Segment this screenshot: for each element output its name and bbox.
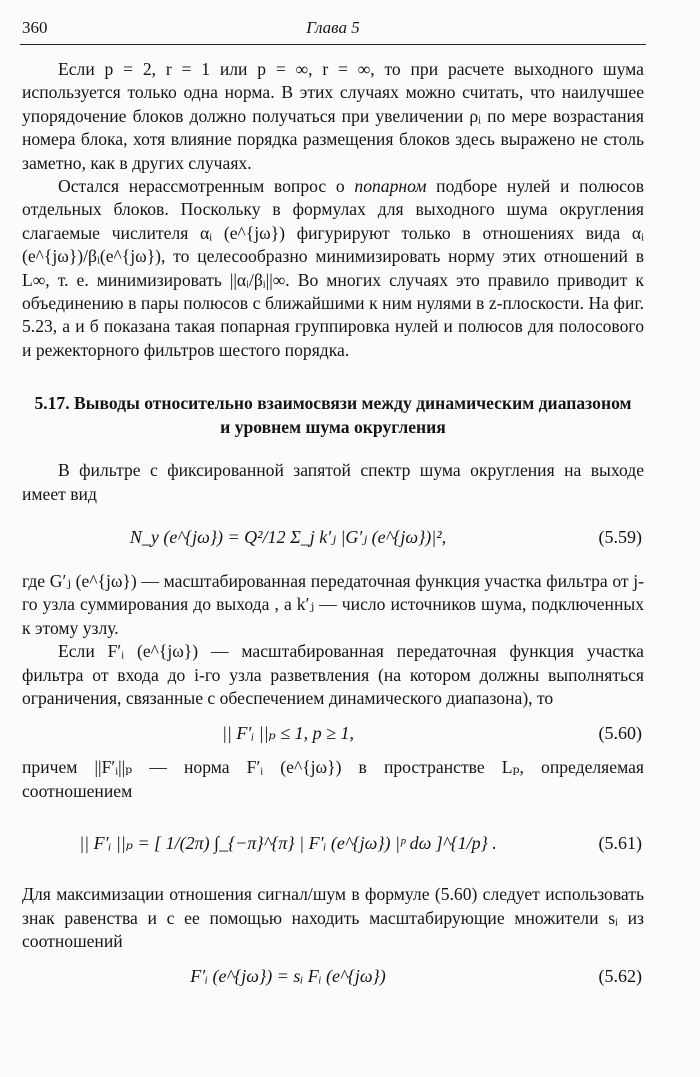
equation-number: (5.61): [598, 832, 642, 853]
paragraph-noise-spectrum: В фильтре с фиксированной запятой спектр шума округления на выходе имеет вид: [22, 460, 644, 504]
page-body: [22, 58, 644, 999]
paragraph-where: где G′ⱼ (e^{jω}) — масштабированная передаточная функция участка фильтра от j-го узла суммирования до выхода , а k′ⱼ — число источников шума, подключенных к этому узлу.: [22, 570, 644, 638]
equation-5-59: [22, 506, 644, 570]
paragraph-scaled-tf: Если F′ᵢ (e^{jω}) — масштабированная передаточная функция участка фильтра от входа до i-го узла разветвления (на котором должны выполняться ограничения, связанные с обеспечением динамического диапазона), то: [22, 641, 644, 708]
equation-expression: || F′ᵢ ||ₚ = [ 1/(2π) ∫_{−π}^{π} | F′ᵢ (e^{jω}) |ᵖ dω ]^{1/p} .: [79, 832, 497, 853]
chapter-title: Глава 5: [306, 18, 360, 37]
paragraph-pairing: Остался нерассмотренным вопрос о попарном подборе нулей и полюсов отдельных блоков. Поскольку в формулах для выходного шума округления слагаемые числителя αᵢ (e^{jω}) фигурируют только в отношениях вида αᵢ (e^{jω})/βᵢ(e^{jω}), то целесообразно минимизировать норму этих отношений в L∞, т. е. минимизировать ||αᵢ/βᵢ||∞. Во многих случаях это правило приводит к объединению в пары полюсов с ближайшими к ним нулями в z-плоскости. На фиг. 5.23, а и б показана такая попарная группировка нулей и полюсов для полосового и режекторного фильтров шестого порядка.: [22, 176, 644, 360]
equation-expression: || F′ᵢ ||ₚ ≤ 1, p ≥ 1,: [221, 722, 355, 743]
emphasis-term: попарном: [354, 176, 427, 197]
section-heading: 5.17. Выводы относительно взаимосвязи между динамическим диапазоном и уровнем шума округления: [34, 393, 632, 437]
equation-number: (5.62): [598, 965, 642, 986]
equation-5-62: [22, 953, 644, 999]
equation-number: (5.60): [598, 722, 642, 743]
equation-5-60: [22, 710, 644, 756]
paragraph-norms: Если p = 2, r = 1 или p = ∞, r = ∞, то при расчете выходного шума используется только одна норма. В этих случаях можно считать, что наилучшее упорядочение блоков должно получаться при увеличении ρᵢ по мере возрастания номера блока, хотя влияние порядка размещения блоков здесь выражено не столь заметно, как в других случаях.: [22, 59, 644, 173]
paragraph-maximize-snr: Для максимизации отношения сигнал/шум в формуле (5.60) следует использовать знак равенства и с ее помощью находить масштабирующие множители sᵢ из соотношений: [22, 884, 644, 951]
paragraph-norm-definition: причем ||F′ᵢ||ₚ — норма F′ᵢ (e^{jω}) в пространстве Lₚ, определяемая соотношением: [22, 757, 644, 801]
equation-expression: N_y (e^{jω}) = Q²/12 Σ_j k′ⱼ |G′ⱼ (e^{jω})|²,: [129, 527, 447, 548]
page-number: 360: [22, 18, 48, 37]
running-header: [22, 18, 644, 42]
equation-number: (5.59): [598, 527, 642, 548]
header-rule: [20, 44, 646, 45]
equation-5-61: [22, 803, 644, 883]
equation-expression: F′ᵢ (e^{jω}) = sᵢ Fᵢ (e^{jω}): [190, 965, 386, 986]
